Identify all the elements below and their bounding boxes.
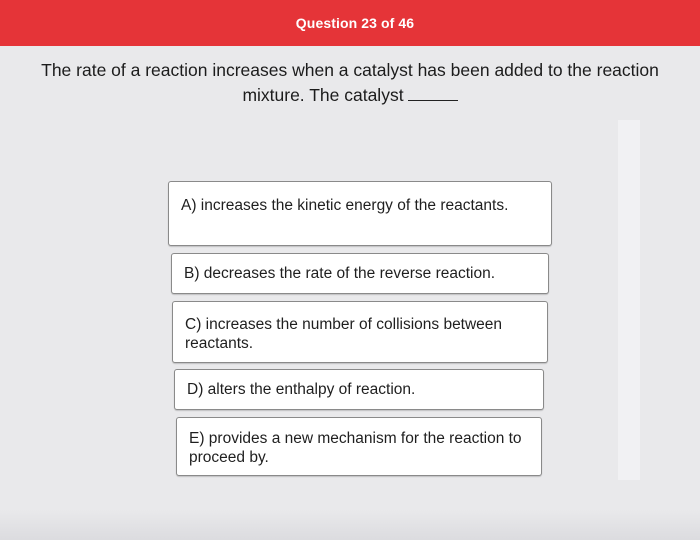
answer-option-a[interactable] — [168, 181, 552, 246]
question-text: The rate of a reaction increases when a catalyst has been added to the reaction mixture. The catalyst — [41, 60, 659, 105]
answer-blank — [408, 85, 458, 101]
answer-option-c[interactable] — [172, 301, 548, 363]
answer-option-b[interactable] — [171, 253, 549, 294]
answer-option-e[interactable] — [176, 417, 542, 476]
answer-option-c-label: C) increases the number of collisions between reactants. — [185, 316, 503, 352]
question-header-bar — [0, 0, 700, 46]
question-stem — [30, 58, 670, 108]
background-strip — [618, 120, 640, 480]
answer-option-e-label: E) provides a new mechanism for the reaction to proceed by. — [189, 430, 522, 466]
answer-option-a-label: A) increases the kinetic energy of the reactants. — [181, 197, 509, 214]
answer-option-d[interactable] — [174, 369, 544, 410]
screen-bottom-shading — [0, 510, 700, 540]
question-counter: Question 23 of 46 — [295, 15, 415, 31]
answer-option-b-label: B) decreases the rate of the reverse reaction. — [184, 265, 496, 282]
answer-option-d-label: D) alters the enthalpy of reaction. — [187, 381, 416, 398]
